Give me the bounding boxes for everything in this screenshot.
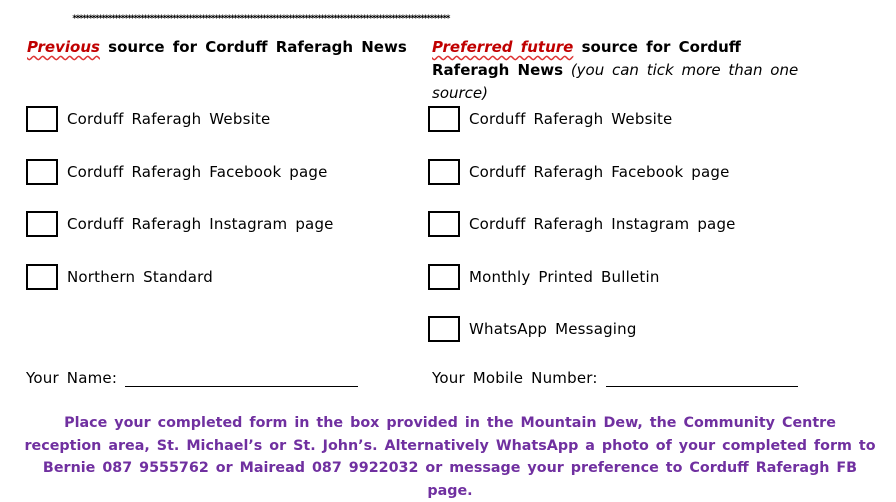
option-label: Northern Standard <box>67 268 213 286</box>
instructions-line: Bernie 087 9555762 or Mairead 087 9922032 or message your preference to Corduff Raferagh FB page. <box>42 460 858 499</box>
checkbox[interactable] <box>428 316 460 342</box>
option-label: Corduff Raferagh Website <box>67 110 271 128</box>
heading-text: source for Corduff Raferagh News <box>432 38 741 79</box>
mobile-field <box>432 369 798 387</box>
preferred-option-whatsapp <box>428 314 637 344</box>
separator-line: ********************************************************************************************************************* <box>72 14 449 24</box>
name-input-line[interactable] <box>125 372 358 387</box>
instructions-line: reception area, St. Michael’s or St. John’s. Alternatively WhatsApp a photo of your completed form to <box>24 437 876 454</box>
checkbox[interactable] <box>26 106 58 132</box>
previous-option-facebook <box>26 157 328 187</box>
checkbox[interactable] <box>26 264 58 290</box>
option-label: Corduff Raferagh Instagram page <box>67 215 334 233</box>
option-label: WhatsApp Messaging <box>469 320 637 338</box>
name-field <box>26 369 358 387</box>
instructions-line: Place your completed form in the box provided in the Mountain Dew, the Community Centre <box>64 415 836 431</box>
heading-emphasis: Previous <box>27 38 100 56</box>
name-label: Your Name: <box>26 369 118 387</box>
option-label: Corduff Raferagh Facebook page <box>469 163 730 181</box>
preferred-option-facebook <box>428 157 730 187</box>
previous-option-instagram <box>26 209 334 239</box>
checkbox[interactable] <box>26 159 58 185</box>
checkbox[interactable] <box>26 211 58 237</box>
option-label: Corduff Raferagh Website <box>469 110 673 128</box>
option-label: Monthly Printed Bulletin <box>469 268 660 286</box>
option-label: Corduff Raferagh Instagram page <box>469 215 736 233</box>
heading-emphasis: Preferred future <box>432 38 574 56</box>
checkbox[interactable] <box>428 211 460 237</box>
previous-option-northern-standard <box>26 262 213 292</box>
previous-option-website <box>26 104 270 134</box>
checkbox[interactable] <box>428 264 460 290</box>
checkbox[interactable] <box>428 159 460 185</box>
mobile-label: Your Mobile Number: <box>432 369 598 387</box>
heading-text: source for Corduff Raferagh News <box>99 38 407 56</box>
preferred-option-bulletin <box>428 262 660 292</box>
checkbox[interactable] <box>428 106 460 132</box>
option-label: Corduff Raferagh Facebook page <box>67 163 328 181</box>
mobile-input-line[interactable] <box>606 372 798 387</box>
instructions <box>24 412 876 502</box>
preferred-option-instagram <box>428 209 736 239</box>
preferred-option-website <box>428 104 672 134</box>
preferred-source-heading <box>432 36 812 105</box>
heading-note: (you can tick more than one source) <box>432 61 799 102</box>
previous-source-heading <box>27 36 417 59</box>
